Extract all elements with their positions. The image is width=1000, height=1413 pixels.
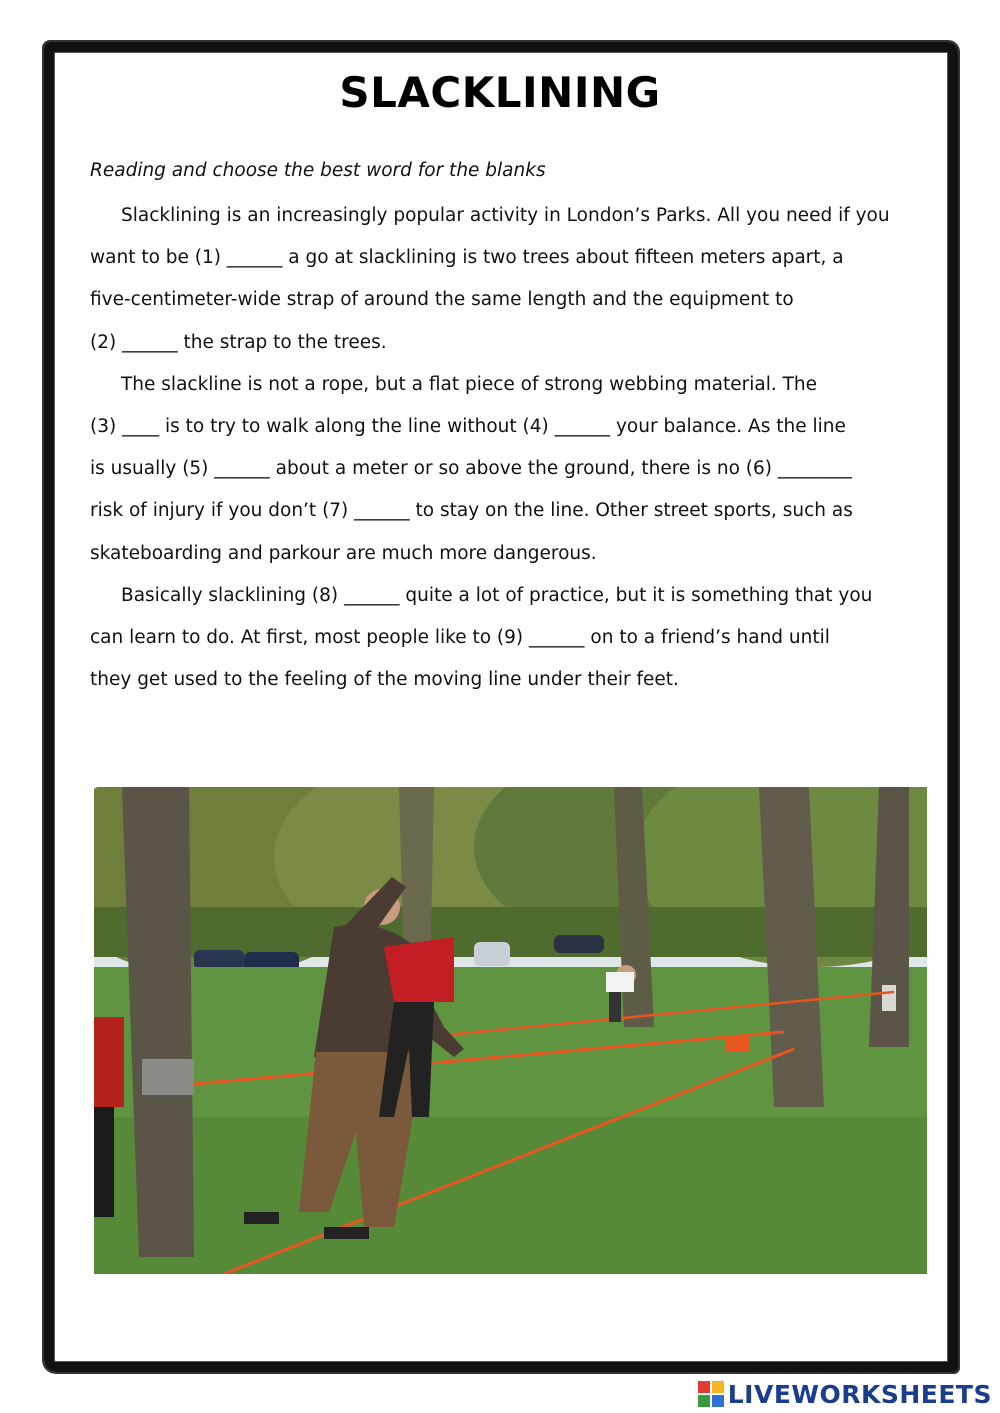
liveworksheets-icon [698,1381,724,1407]
brand-name: LIVEWORKSHEETS [727,1379,992,1409]
passage-line: can learn to do. At first, most people like to (9) ______ on to a friend’s hand until [90,626,830,648]
passage-line: skateboarding and parkour are much more dangerous. [90,542,597,564]
instructions: Reading and choose the best word for the blanks [90,160,546,181]
passage-line: (2) ______ the strap to the trees. [90,331,387,353]
passage-line: risk of injury if you don’t (7) ______ to stay on the line. Other street sports, such as [90,500,853,522]
park-slackline-photo [94,787,927,1274]
passage-line: is usually (5) ______ about a meter or so above the ground, there is no (6) ________ [90,458,852,480]
worksheet-title: SLACKLINING [339,68,661,117]
passage-line: want to be (1) ______ a go at slacklining is two trees about fifteen meters apart, a [90,247,844,269]
passage-line: Basically slacklining (8) ______ quite a lot of practice, but it is something that you [121,584,873,606]
reading-passage [90,195,920,701]
passage-line: The slackline is not a rope, but a flat piece of strong webbing material. The [121,373,817,395]
passage-line: five-centimeter-wide strap of around the same length and the equipment to [90,289,794,311]
passage-line: Slacklining is an increasingly popular activity in London’s Parks. All you need if you [121,205,890,226]
passage-line: they get used to the feeling of the moving line under their feet. [90,669,679,691]
photo-illustration [94,787,927,1274]
brand-logo[interactable] [698,1379,992,1409]
passage-line: (3) ____ is to try to walk along the line without (4) ______ your balance. As the line [90,415,846,437]
